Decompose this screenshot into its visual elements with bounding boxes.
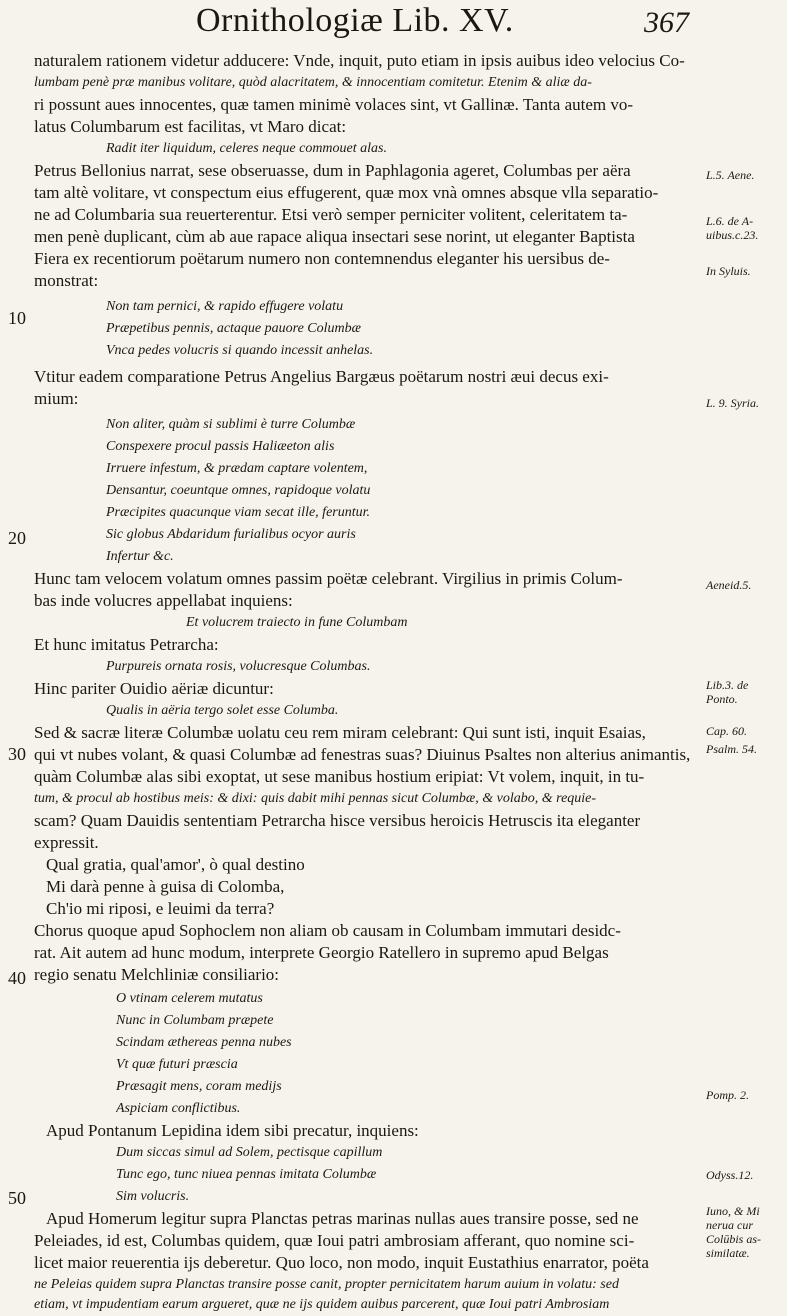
text-line: Et hunc imitatus Petrarcha: <box>34 635 219 654</box>
margin-note: Iuno, & Mi nerua cur Colūbis as- similatæ. <box>706 1204 762 1260</box>
verse-line: Conspexere procul passis Haliæeton alis <box>106 439 335 454</box>
text-line: bas inde volucres appellabat inquiens: <box>34 591 293 610</box>
text-line: Hinc pariter Ouidio aëriæ dicuntur: <box>34 679 274 698</box>
margin-note: L.6. de A- uibus.c.23. <box>706 214 759 242</box>
verse-line: Præsagit mens, coram medijs <box>116 1079 282 1094</box>
text-line: Vtitur eadem comparatione Petrus Angelius Bargæus poëtarum nostri æui decus exi- <box>34 367 609 386</box>
text-line: Hunc tam velocem volatum omnes passim poëtæ celebrant. Virgilius in primis Colum- <box>34 569 623 588</box>
page-number: 367 <box>644 6 689 39</box>
margin-note: L. 9. Syria. <box>706 396 760 410</box>
text-line: tum, & procul ab hostibus meis: & dixi: quis dabit mihi pennas sicut Columbæ, & volabo, & requie- <box>34 791 597 806</box>
verse-line: Sic globus Abdaridum furialibus ocyor auris <box>106 527 356 542</box>
text-line: Peleiades, id est, Columbas quidem, quæ Ioui patri ambrosiam afferant, quo nomine sci- <box>34 1231 635 1250</box>
line-number: 30 <box>8 744 26 764</box>
margin-note: Odyss.12. <box>706 1168 754 1182</box>
text-line: men penè duplicant, cùm ab aue rapace aliqua insectari sese norint, ut eleganter Baptista <box>34 227 635 246</box>
text-line: etiam, vt impudentiam earum argueret, quæ ne ijs quidem auibus parcerent, quæ Ioui patri Ambrosiam <box>34 1297 610 1312</box>
verse-line: Non aliter, quàm si sublimi è turre Columbæ <box>106 417 356 432</box>
margin-note: Lib.3. de Ponto. <box>706 678 749 706</box>
text-line: Apud Pontanum Lepidina idem sibi precatur, inquiens: <box>46 1121 419 1140</box>
verse-line: Scindam æthereas penna nubes <box>116 1035 292 1050</box>
page-header <box>0 2 787 46</box>
text-line: ne ad Columbaria sua reuerterentur. Etsi verò semper perniciter volitent, celeritatem ta- <box>34 205 628 224</box>
verse-line: Aspiciam conflictibus. <box>116 1101 241 1116</box>
text-line: scam? Quam Dauidis sententiam Petrarcha hisce versibus heroicis Hetruscis ita eleganter <box>34 811 641 830</box>
verse-line: Qualis in aëria tergo solet esse Columba. <box>106 703 339 718</box>
verse-line: Et volucrem traiecto in fune Columbam <box>186 615 408 630</box>
verse-line: Præpetibus pennis, actaque pauore Columbæ <box>106 321 361 336</box>
line-number: 20 <box>8 528 26 548</box>
verse-line: Dum siccas simul ad Solem, pectisque capillum <box>116 1145 383 1160</box>
running-title: Ornithologiæ Lib. XV. <box>196 2 514 39</box>
verse-line: Vnca pedes volucris si quando incessit anhelas. <box>106 343 374 358</box>
text-line: Sed & sacræ literæ Columbæ uolatu ceu rem miram celebrant: Qui sunt isti, inquit Esaias, <box>34 723 646 742</box>
verse-line: Tunc ego, tunc niuea pennas imitata Columbæ <box>116 1167 377 1182</box>
text-line: Apud Homerum legitur supra Planctas petras marinas nullas aues transire posse, sed ne <box>46 1209 639 1228</box>
text-line: rat. Ait autem ad hunc modum, interprete Georgio Ratellero in supremo apud Belgas <box>34 943 609 962</box>
text-line: mium: <box>34 389 79 408</box>
verse-line: Qual gratia, qual'amor', ò qual destino <box>46 855 305 874</box>
verse-line: Mi darà penne à guisa di Colomba, <box>46 877 285 896</box>
verse-line: Irruere infestum, & prædam captare volentem, <box>106 461 368 476</box>
text-line: Chorus quoque apud Sophoclem non aliam ob causam in Columbam immutari desidc- <box>34 921 621 940</box>
text-line: ri possunt aues innocentes, quæ tamen minimè volaces sint, vt Gallinæ. Tanta autem vo- <box>34 95 634 114</box>
margin-note: Psalm. 54. <box>706 742 757 756</box>
margin-note: In Syluis. <box>706 264 751 278</box>
verse-line: Vt quæ futuri præscia <box>116 1057 238 1072</box>
margin-note: Aeneid.5. <box>706 578 752 592</box>
text-line: naturalem rationem videtur adducere: Vnde, inquit, puto etiam in ipsis auibus ideo velocius Co- <box>34 51 685 70</box>
text-line: monstrat: <box>34 271 99 290</box>
line-number: 50 <box>8 1188 26 1208</box>
text-line: quàm Columbæ alas sibi exoptat, ut sese manibus hostium eripiat: Vt volem, inquit, in tu- <box>34 767 645 786</box>
verse-line: Nunc in Columbam præpete <box>116 1013 274 1028</box>
verse-line: Infertur &c. <box>106 549 174 564</box>
margin-note: L.5. Aene. <box>706 168 755 182</box>
text-line: licet maior reuerentia ijs deberetur. Quo loco, non modo, inquit Eustathius enarrator, poëta <box>34 1253 649 1272</box>
verse-line: Præcipites quacunque viam secat ille, feruntur. <box>106 505 371 520</box>
line-number: 10 <box>8 308 26 328</box>
text-line: latus Columbarum est facilitas, vt Maro dicat: <box>34 117 347 136</box>
verse-line: Non tam pernici, & rapido effugere volatu <box>106 299 344 314</box>
verse-line: Radit iter liquidum, celeres neque commouet alas. <box>106 141 387 156</box>
margin-note: Pomp. 2. <box>706 1088 749 1102</box>
text-line: Fiera ex recentiorum poëtarum numero non contemnendus eleganter his uersibus de- <box>34 249 610 268</box>
text-line: expressit. <box>34 833 99 852</box>
verse-line: Densantur, coeuntque omnes, rapidoque volatu <box>106 483 371 498</box>
text-line: qui vt nubes volant, & quasi Columbæ ad fenestras suas? Diuinus Psaltes non alterius animantis, <box>34 745 691 764</box>
verse-line: O vtinam celerem mutatus <box>116 991 263 1006</box>
text-line: ne Peleias quidem supra Planctas transire posse canit, propter pernicitatem harum auium in volatu: sed <box>34 1277 619 1292</box>
line-number: 40 <box>8 968 26 988</box>
text-line: lumbam penè præ manibus volitare, quòd alacritatem, & innocentiam comitetur. Etenim & aliæ da- <box>34 75 592 90</box>
verse-line: Purpureis ornata rosis, volucresque Columbas. <box>106 659 371 674</box>
text-line: regio senatu Melchliniæ consiliario: <box>34 965 280 984</box>
text-line: tam altè volitare, vt conspectum eius effugerent, quæ mox vnà omnes absque vlla separatio- <box>34 183 659 202</box>
verse-line: Ch'io mi riposi, e leuimi da terra? <box>46 899 275 918</box>
margin-note: Cap. 60. <box>706 724 748 738</box>
verse-line: Sim volucris. <box>116 1189 190 1204</box>
text-line: Petrus Bellonius narrat, sese obseruasse, dum in Paphlagonia ageret, Columbas per aëra <box>34 161 631 180</box>
